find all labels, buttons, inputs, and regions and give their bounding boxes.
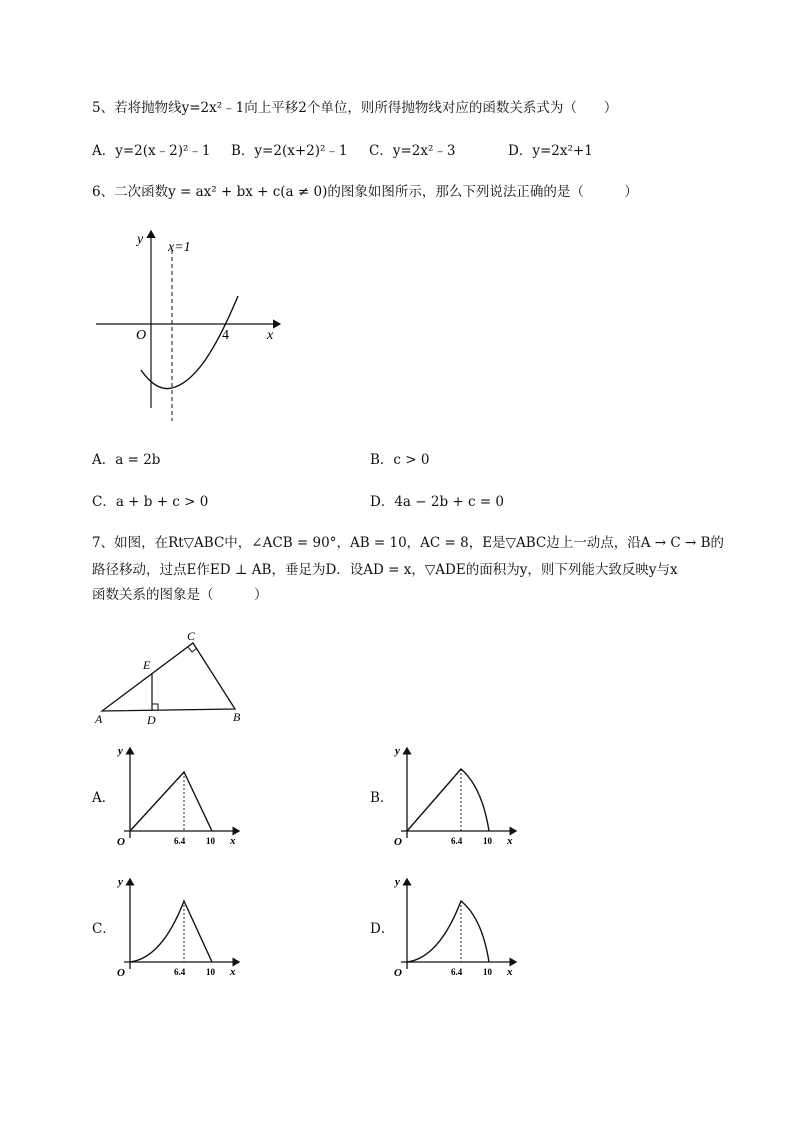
q7-label-a: A [95, 712, 103, 726]
svg-text:O: O [117, 967, 125, 979]
q7-stem-line3: 函数关系的图象是（ ） [92, 587, 268, 603]
q7-graph-a [112, 742, 244, 850]
svg-text:x: x [507, 966, 513, 978]
q6-option-d: D．4a − 2b + c = 0 [370, 494, 505, 510]
svg-text:x: x [230, 966, 236, 978]
q7-label-b: B [233, 710, 241, 724]
q7-graph-b-curve [407, 769, 489, 831]
svg-text:10: 10 [483, 967, 492, 977]
q6-root-label: 4 [222, 328, 229, 343]
svg-text:x: x [230, 835, 236, 847]
svg-text:x: x [507, 835, 513, 847]
svg-text:y: y [395, 876, 400, 888]
q5-option-c: C．y=2x²﹣3 [369, 143, 456, 159]
q7-stem-line2: 路径移动，过点E作ED ⊥ AB，垂足为D．设AD = x，▽ADE的面积为y，则下列能大致反映y与x [92, 562, 678, 578]
q6-option-b: B．c > 0 [370, 452, 430, 468]
q6-option-c: C．a + b + c > 0 [92, 494, 209, 510]
q7-graph-d [389, 873, 521, 981]
q7-graph-a-curve [130, 772, 212, 831]
svg-text:y: y [395, 745, 400, 757]
q7-label-d: D [147, 713, 156, 727]
q6-y-label: y [137, 232, 144, 247]
svg-text:y: y [118, 745, 123, 757]
q7-triangle-figure [90, 625, 260, 730]
q6-stem: 6、二次函数y = ax² + bx + c(a ≠ 0)的图象如图所示，那么下列说法正确的是（ ） [92, 184, 638, 200]
q7-label-c: C [187, 629, 196, 643]
svg-text:10: 10 [483, 836, 492, 846]
svg-text:6.4: 6.4 [451, 836, 463, 846]
q5-stem: 5、若将抛物线y=2x²﹣1向上平移2个单位，则所得抛物线对应的函数关系式为（ ） [92, 100, 618, 116]
q7-triangle [102, 643, 235, 711]
q6-x-equals-1-label: x=1 [168, 240, 191, 255]
q7-option-b-label: B． [370, 790, 394, 806]
svg-text:10: 10 [206, 967, 215, 977]
svg-text:10: 10 [206, 836, 215, 846]
q5-option-b: B．y=2(x+2)²﹣1 [231, 143, 348, 159]
svg-text:O: O [394, 836, 402, 848]
q6-origin-label: O [136, 328, 147, 343]
q5-option-a: A．y=2(x﹣2)²﹣1 [92, 143, 211, 159]
q7-right-angle-d [152, 704, 158, 710]
q6-option-a: A．a = 2b [92, 452, 161, 468]
q7-option-a-label: A． [92, 790, 116, 806]
svg-text:y: y [118, 876, 123, 888]
q6-x-label: x [267, 328, 274, 343]
svg-text:O: O [117, 836, 125, 848]
svg-text:6.4: 6.4 [451, 967, 463, 977]
svg-text:O: O [394, 967, 402, 979]
svg-text:6.4: 6.4 [174, 967, 186, 977]
q7-graph-d-curve [407, 901, 489, 962]
q7-option-d-label: D． [370, 921, 395, 937]
svg-text:6.4: 6.4 [174, 836, 186, 846]
q7-graph-b [389, 742, 521, 850]
q7-graph-c-curve [130, 901, 212, 962]
q7-graph-c [112, 873, 244, 981]
q7-label-e: E [143, 658, 151, 672]
q7-stem-line1: 7、如图，在Rt▽ABC中，∠ACB = 90°，AB = 10，AC = 8，E是▽ABC边上一动点，沿A → C → B的 [92, 535, 725, 551]
q5-option-d: D．y=2x²+1 [508, 143, 593, 159]
q7-option-c-label: C． [92, 921, 116, 937]
q6-parabola-figure [90, 225, 290, 425]
